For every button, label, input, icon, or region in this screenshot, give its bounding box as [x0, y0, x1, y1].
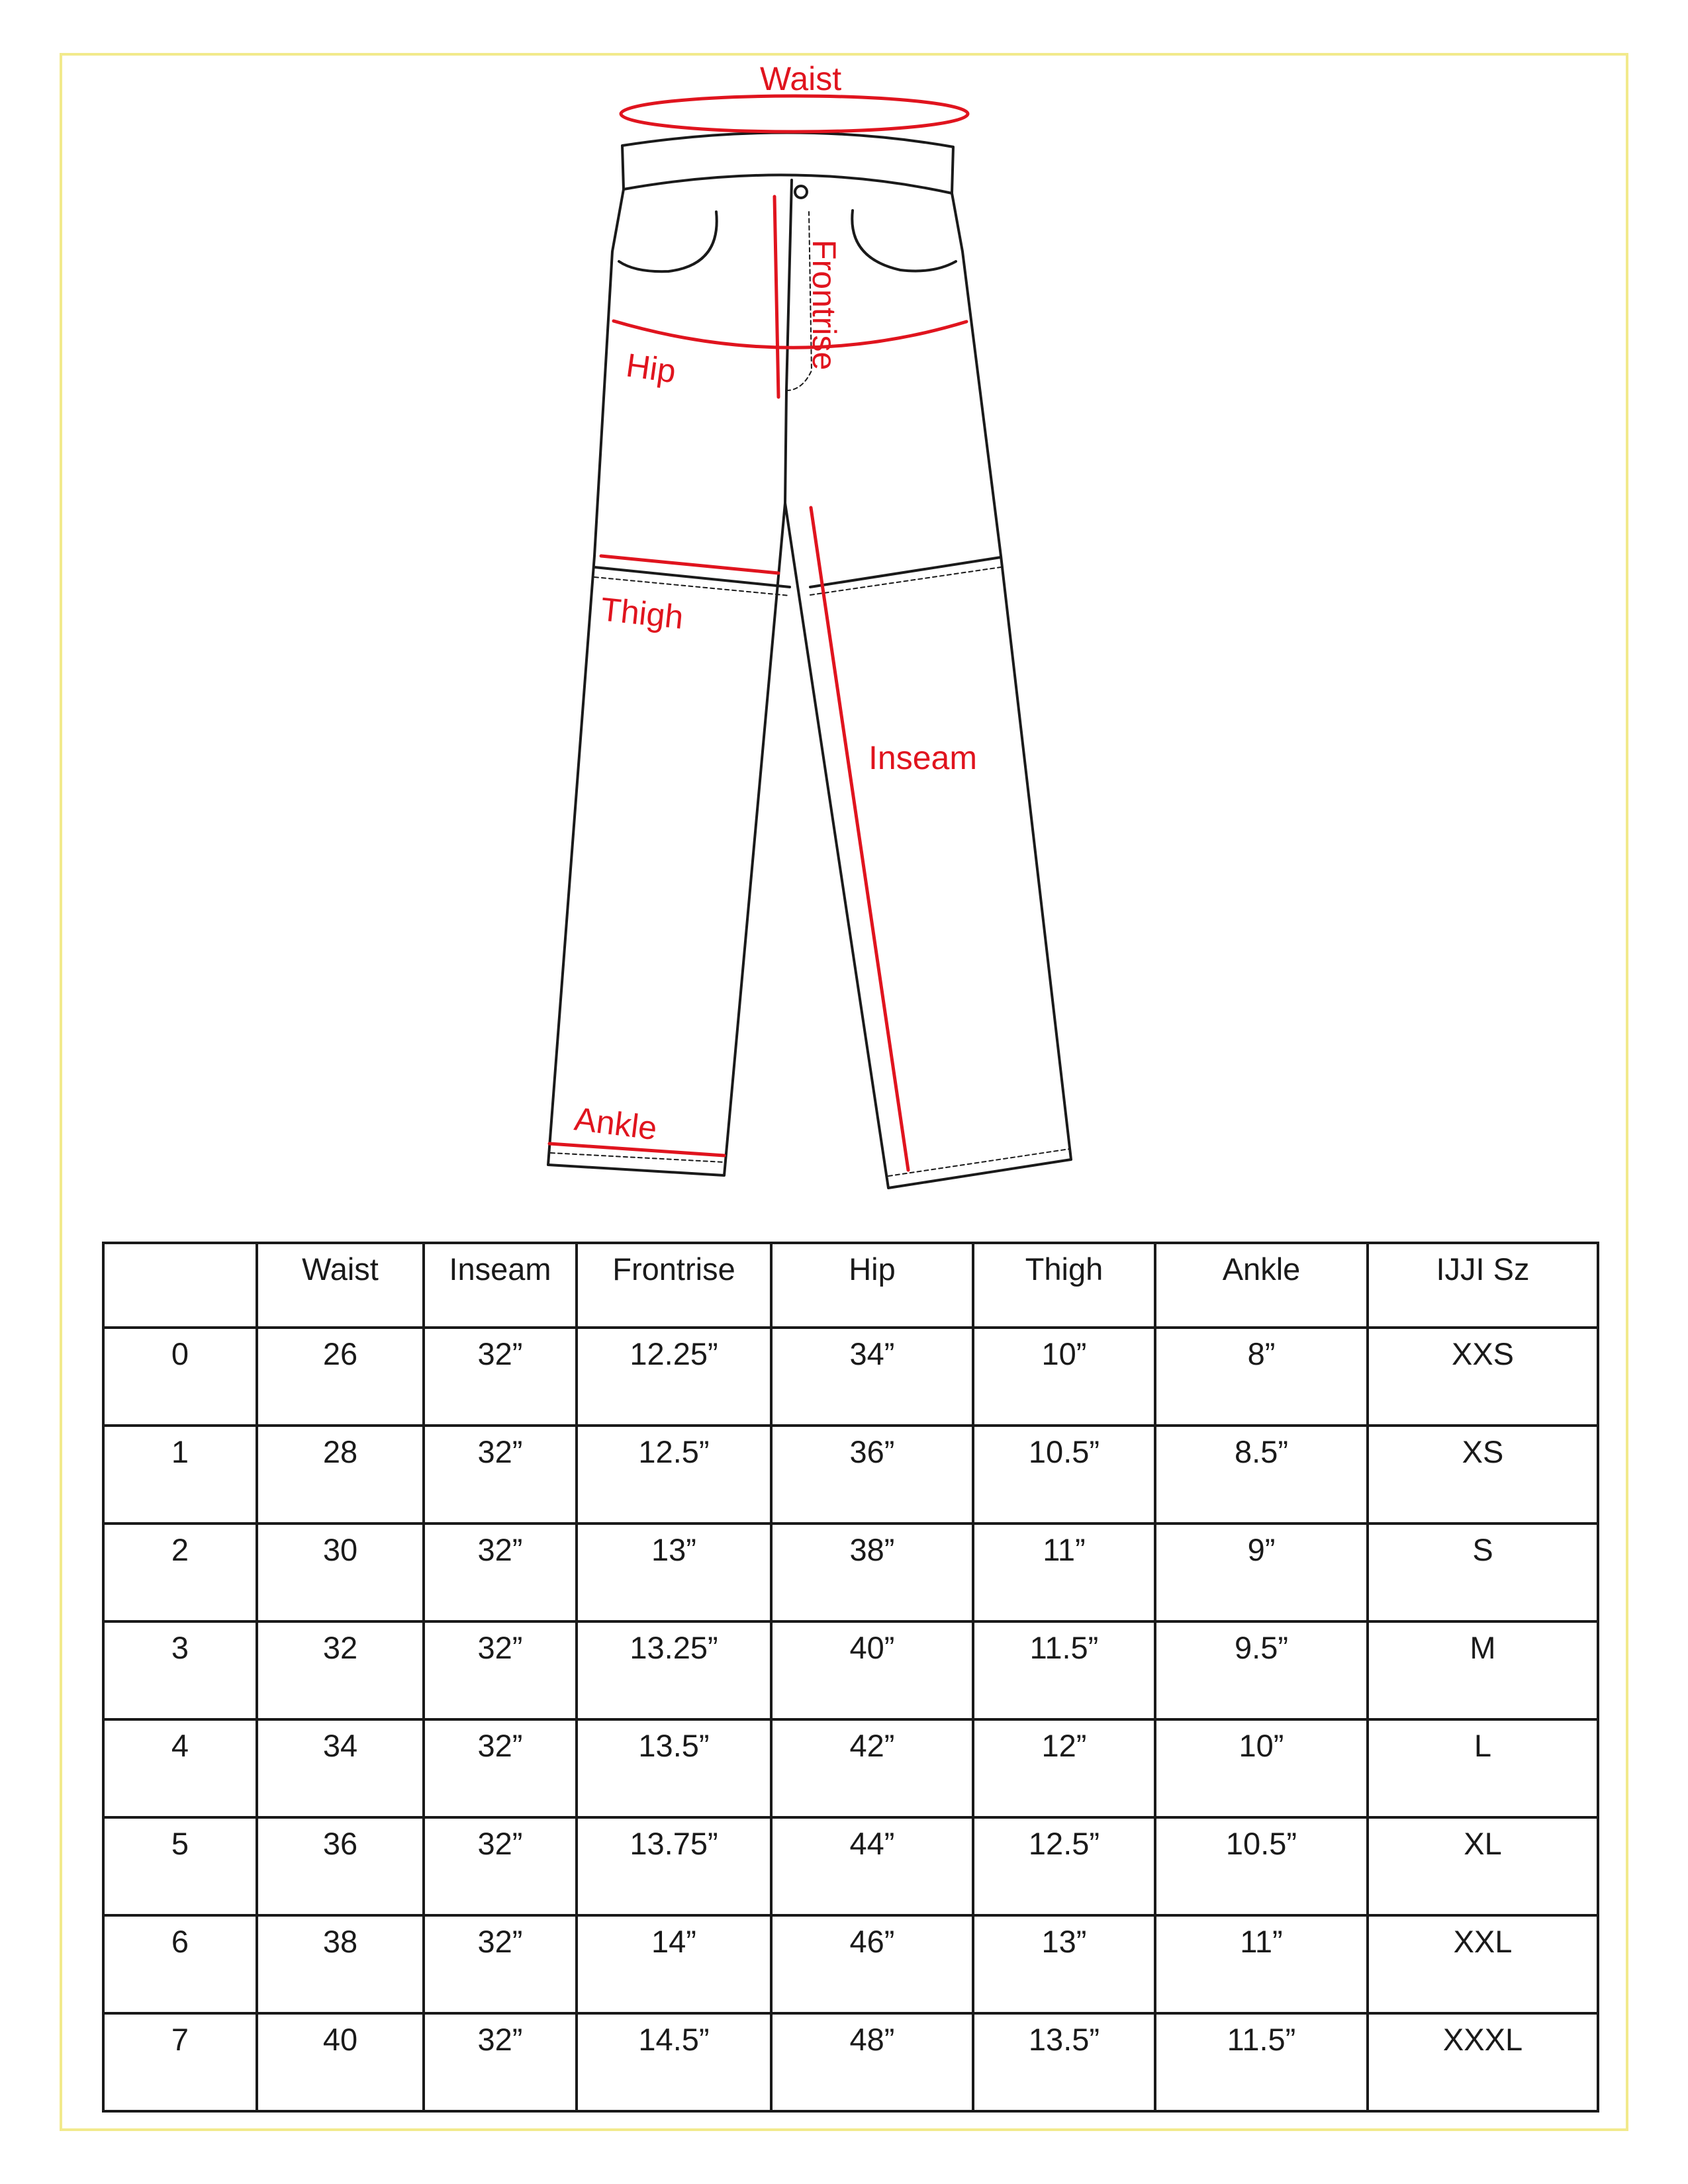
inseam-label: Inseam	[868, 739, 977, 776]
table-cell: 42”	[771, 1719, 973, 1817]
table-cell: 32”	[424, 1426, 577, 1524]
table-row	[103, 1426, 1598, 1524]
table-cell: XL	[1368, 1817, 1598, 1915]
header-cell: Waist	[257, 1243, 424, 1328]
table-cell: 13”	[577, 1524, 771, 1621]
table-cell: 11.5”	[1155, 2013, 1368, 2111]
pants-button	[795, 186, 807, 198]
size-chart-table	[102, 1242, 1599, 2113]
table-cell: 13.75”	[577, 1817, 771, 1915]
pants-waistband	[622, 132, 953, 193]
table-cell: L	[1368, 1719, 1598, 1817]
table-cell: 30	[257, 1524, 424, 1621]
table-cell: 13”	[973, 1915, 1155, 2013]
inseam-measure-line	[811, 508, 908, 1170]
header-cell: Thigh	[973, 1243, 1155, 1328]
table-cell: 26	[257, 1328, 424, 1426]
thigh-label: Thigh	[598, 590, 686, 637]
table-cell: 6	[103, 1915, 257, 2013]
table-cell: 2	[103, 1524, 257, 1621]
table-cell: 40”	[771, 1621, 973, 1719]
table-cell: 3	[103, 1621, 257, 1719]
table-cell: XXXL	[1368, 2013, 1598, 2111]
table-row	[103, 1719, 1598, 1817]
header-cell: Hip	[771, 1243, 973, 1328]
table-cell: 1	[103, 1426, 257, 1524]
frontrise-label: Frontrise	[806, 240, 843, 371]
table-cell: 32”	[424, 1524, 577, 1621]
table-cell: 12.5”	[973, 1817, 1155, 1915]
table-row	[103, 1524, 1598, 1621]
table-cell: 4	[103, 1719, 257, 1817]
pants-thigh-seam-right	[810, 557, 1001, 587]
table-cell: 13.5”	[577, 1719, 771, 1817]
table-cell: M	[1368, 1621, 1598, 1719]
table-cell: XS	[1368, 1426, 1598, 1524]
table-cell: 9.5”	[1155, 1621, 1368, 1719]
table-cell: 10”	[1155, 1719, 1368, 1817]
pants-fly	[785, 180, 792, 503]
table-cell: 40	[257, 2013, 424, 2111]
table-cell: 5	[103, 1817, 257, 1915]
table-cell: 10.5”	[973, 1426, 1155, 1524]
table-cell: 8”	[1155, 1328, 1368, 1426]
header-cell: IJJI Sz	[1368, 1243, 1598, 1328]
table-row	[103, 1817, 1598, 1915]
header-cell: Inseam	[424, 1243, 577, 1328]
hip-label: Hip	[624, 346, 679, 390]
table-cell: 12”	[973, 1719, 1155, 1817]
header-cell	[103, 1243, 257, 1328]
ankle-label: Ankle	[572, 1100, 659, 1148]
table-cell: 10.5”	[1155, 1817, 1368, 1915]
table-row	[103, 1328, 1598, 1426]
table-row	[103, 2013, 1598, 2111]
table-cell: 10”	[973, 1328, 1155, 1426]
table-cell: 12.5”	[577, 1426, 771, 1524]
table-cell: 44”	[771, 1817, 973, 1915]
table-cell: 36	[257, 1817, 424, 1915]
table-cell: 46”	[771, 1915, 973, 2013]
table-cell: 7	[103, 2013, 257, 2111]
pants-pocket-right	[852, 210, 956, 271]
pants-pocket-left	[619, 212, 717, 271]
table-cell: 11.5”	[973, 1621, 1155, 1719]
waist-measure-line	[621, 96, 968, 132]
table-cell: 48”	[771, 2013, 973, 2111]
table-cell: 28	[257, 1426, 424, 1524]
waist-label: Waist	[760, 60, 842, 97]
table-cell: XXL	[1368, 1915, 1598, 2013]
table-cell: 12.25”	[577, 1328, 771, 1426]
table-row	[103, 1915, 1598, 2013]
hip-measure-line	[614, 321, 966, 347]
table-cell: XXS	[1368, 1328, 1598, 1426]
table-cell: 8.5”	[1155, 1426, 1368, 1524]
header-cell: Frontrise	[577, 1243, 771, 1328]
table-cell: 13.5”	[973, 2013, 1155, 2111]
table-cell: 14”	[577, 1915, 771, 2013]
frontrise-measure-line	[774, 197, 778, 397]
table-cell: 36”	[771, 1426, 973, 1524]
table-cell: S	[1368, 1524, 1598, 1621]
table-cell: 9”	[1155, 1524, 1368, 1621]
table-cell: 32”	[424, 1915, 577, 2013]
table-cell: 34	[257, 1719, 424, 1817]
table-cell: 32”	[424, 2013, 577, 2111]
table-cell: 14.5”	[577, 2013, 771, 2111]
table-row	[103, 1621, 1598, 1719]
table-cell: 34”	[771, 1328, 973, 1426]
table-cell: 32”	[424, 1328, 577, 1426]
table-cell: 13.25”	[577, 1621, 771, 1719]
table-cell: 11”	[1155, 1915, 1368, 2013]
table-cell: 32”	[424, 1621, 577, 1719]
table-header-row	[103, 1243, 1598, 1328]
table-cell: 11”	[973, 1524, 1155, 1621]
table-cell: 0	[103, 1328, 257, 1426]
table-cell: 38	[257, 1915, 424, 2013]
table-cell: 38”	[771, 1524, 973, 1621]
table-cell: 32”	[424, 1817, 577, 1915]
table-cell: 32”	[424, 1719, 577, 1817]
table-cell: 32	[257, 1621, 424, 1719]
header-cell: Ankle	[1155, 1243, 1368, 1328]
